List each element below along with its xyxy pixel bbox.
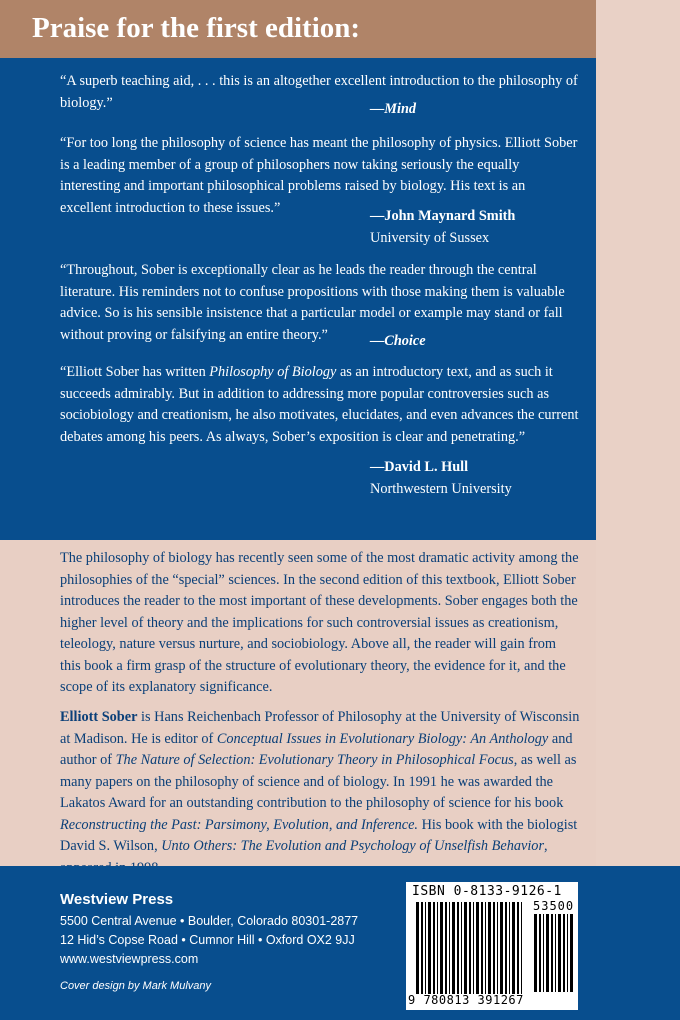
quote-2-source: —John Maynard Smith [370, 208, 516, 224]
author-name: Elliott Sober [60, 709, 138, 725]
header-band [0, 0, 596, 58]
quote-3-source: —Choice [370, 333, 426, 349]
publisher-name: Westview Press [60, 891, 174, 908]
page-title: Praise for the first edition: [32, 12, 361, 44]
quote-1-source: —Mind [370, 101, 417, 117]
quote-1: “A superb teaching aid, . . . this is an altogether excellent introduction to the philosophy of biology.” [60, 73, 578, 111]
ean-barcode-bars-icon [416, 902, 526, 994]
publisher-website: www.westviewpress.com [60, 952, 199, 966]
ean-number: 9 780813 391267 [408, 993, 524, 1007]
quote-4: “Elliott Sober has written Philosophy of Biology as an introductory text, and as such it succeeds admirably. But in addition to addressing more popular controversies such as sociobiology and creationism, he also motivates, elucidates, and even advances the current debates among his peers. As always, Sober’s exposition is clear and penetrating.” [60, 364, 579, 445]
author-bio: Elliott Sober is Hans Reichenbach Professor of Philosophy at the University of Wisconsin at Madison. He is editor of Conceptual Issues in Evolutionary Biology: An Anthology and author of The Nature of Selection: Evolutionary Theory in Philosophical Focus, as well as many papers on the philosophy of science and of biology. In 1991 he was awarded the Lakatos Award for an outstanding contribution to the philosophy of science for his book Reconstructing the Past: Parsimony, Evolution, and Inference. His book with the biologist David S. Wilson, Unto Others: The Evolution and Psychology of Unselfish Behavior, [60, 709, 580, 854]
cover-credit: Cover design by Mark Mulvany [60, 980, 212, 992]
price-barcode-bars-icon [534, 914, 574, 992]
publisher-address-1: 5500 Central Avenue • Boulder, Colorado 80301-2877 [60, 914, 359, 928]
isbn-label: ISBN 0-8133-9126-1 [412, 884, 562, 899]
book-description: The philosophy of biology has recently seen some of the most dramatic activity among the philosophies of the “special” sciences. In the second edition of this textbook, Elliott Sober introduces the reader to the most important of these developments. Sober engages both the higher level of theory and the implications for such controversial issues as creationism, teleology, nature versus nurture, and sociobiology. Above all, the reader will gain from this book a firm grasp of the structure of evolutionary theory, the evidence for it, and the scope of its explanatory significance. [60, 550, 579, 695]
publisher-footer [0, 866, 680, 1020]
quote-4-source: —David L. Hull [370, 459, 469, 475]
praise-panel [0, 58, 596, 540]
quote-3: “Throughout, Sober is exceptionally clear as he leads the reader through the central literature. His reminders not to confuse propositions with those making them is valuable advice. So is his sensible insistence that a particular model or example may stand or fall without proving or falsifying an entire theory.” [60, 262, 565, 343]
quote-2: “For too long the philosophy of science has meant the philosophy of physics. Elliott Sober is a leading member of a group of philosophers now taking seriously the equally interesting and important philosophical problems raised by biology. His text is an excellent introduction to these issues.” [60, 135, 578, 216]
quote-2-affiliation: University of Sussex [370, 230, 490, 246]
isbn-barcode [406, 882, 578, 1010]
price-code: 53500 [533, 899, 575, 913]
publisher-address-2: 12 Hid’s Copse Road • Cumnor Hill • Oxford OX2 9JJ [60, 933, 355, 947]
quote-4-affiliation: Northwestern University [370, 481, 512, 497]
